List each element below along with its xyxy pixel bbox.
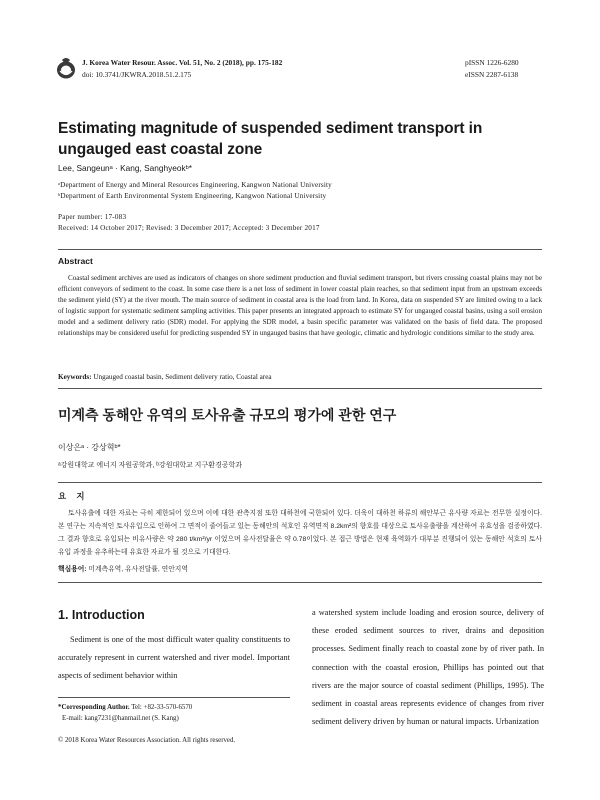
intro-right-column: a watershed system include loading and erosion source, delivery of these eroded sediment sources to river, drains and deposition processes. Sediment finally reach to coastal zone by of river path. In connection with the coastal erosion, Phillips has pointed out that rivers are the major source of coastal sediment (Phillips, 1995). The sediment in coastal areas represents evidence of changes from river sediment delivery driven by human or natural impacts. Urbanization: [312, 608, 544, 727]
paper-dates: Received: 14 October 2017; Revised: 3 December 2017; Accepted: 3 December 2017: [58, 224, 320, 232]
corr-tel: Tel: +82-33-570-6570: [131, 704, 193, 711]
corr-label: *Corresponding Author.: [58, 704, 130, 711]
affiliation-a: ᵃDepartment of Energy and Mineral Resources Engineering, Kangwon National University: [58, 181, 332, 189]
divider-top: [58, 249, 542, 250]
introduction-heading: 1. Introduction: [58, 608, 145, 622]
keywords-text: Ungauged coastal basin, Sediment delivery ratio, Coastal area: [93, 373, 272, 381]
copyright-notice: © 2018 Korea Water Resources Association. All rights reserved.: [58, 737, 236, 744]
paper-info: [58, 212, 320, 234]
korean-authors: 이상은ᵃ · 강상혁ᵇ*: [58, 443, 121, 452]
abstract-heading: Abstract: [58, 256, 93, 266]
journal-logo-icon: [56, 56, 76, 80]
korean-abstract-heading: 요 지: [58, 491, 89, 501]
intro-left-column: Sediment is one of the most difficult water quality constituents to accurately represent in current watershed and river model. Important aspects of sediment behavior within: [58, 635, 290, 681]
footnote-divider: [58, 697, 290, 698]
divider-bottom: [58, 582, 542, 583]
issn-block: [465, 57, 540, 81]
paper-title: Estimating magnitude of suspended sediment transport in ungauged east coastal zone: [58, 120, 483, 158]
corr-email[interactable]: E-mail: kang7231@hanmail.net (S. Kang): [62, 715, 179, 722]
eissn: eISSN 2287-6138: [465, 70, 519, 79]
divider-mid: [58, 388, 542, 389]
pissn: pISSN 1226-6280: [465, 58, 519, 67]
corresponding-author: [58, 702, 192, 724]
korean-affiliation: ᵃ강원대학교 에너지 자원공학과, ᵇ강원대학교 지구환경공학과: [58, 462, 243, 469]
korean-keywords-line: [58, 563, 188, 573]
doi-link[interactable]: doi: 10.3741/JKWRA.2018.51.2.175: [82, 70, 192, 79]
journal-citation: J. Korea Water Resour. Assoc. Vol. 51, No. 2 (2018), pp. 175-182: [82, 58, 283, 67]
affiliations: [58, 180, 332, 202]
abstract-text: Coastal sediment archives are used as indicators of changes on shore sediment production and fluvial sediment transport, but rivers crossing coastal plains may not be efficient conveyors of sediment to the coast. In some case there is a net loss of sediment in lower coastal plain reaches, so that sediment input from an upstream exceeds the sediment yield (SY) at the river mouth. The main source of sediment in coastal area is the load from land. In Korea, data on suspended SY are limited owing to a lack of logistic support for systematic sediment sampling activities. This paper presents an integrated approach to estimate SY for ungauged coastal basins, using a soil erosion model and a sediment delivery ratio (SDR) model. For applying the SDR model, a basin specific parameter was validated on the basis of field data. The proposed relationships may be considered useful for predicting suspended SY in ungauged basins that have geologic, climatic and hydrologic conditions similar to the study area.: [58, 274, 542, 337]
korean-abstract-text: 토사유출에 대한 자료는 극히 제한되어 있으며 이에 대한 관측지점 또한 대하천에 국한되어 있다. 더욱이 대하천 하류의 해안부근 유사량 자료는 전무한 실정이다. 본 연구는 지속적인 토사유입으로 인하여 그 면적이 줄어들고 있는 동해안의 석호인 유역면적 8.2km²의 향호를 대상으로 토사유출량을 계산하여 유효성을 검증하였다. 그 결과 향호로 유입되는 비유사량은 약 280 t/km²/yr 이었으며 유사전달율은 약 0.78이었다. 본 접근 방법은 현재 육역화가 대부분 진행되어 있는 동해안 석호의 토사유입 과정을 유추하는데 유효한 자료가 될 것으로 기대한다.: [58, 510, 542, 556]
korean-keywords-text: 미계측유역, 유사전달률, 연안지역: [88, 566, 188, 573]
corr-line: [58, 702, 192, 713]
keywords-label: Keywords:: [58, 373, 92, 381]
author-list: Lee, Sangeunᵃ · Kang, Sanghyeokᵇ*: [58, 163, 192, 173]
korean-title: 미계측 동해안 유역의 토사유출 규모의 평가에 관한 연구: [58, 407, 397, 423]
paper-number: Paper number: 17-083: [58, 213, 127, 221]
journal-header: [82, 57, 282, 81]
keywords-line: [58, 373, 272, 381]
affiliation-b: ᵇDepartment of Earth Environmental System Engineering, Kangwon National University: [58, 192, 327, 200]
divider-korean: [58, 482, 542, 483]
korean-keywords-label: 핵심용어:: [58, 566, 87, 573]
